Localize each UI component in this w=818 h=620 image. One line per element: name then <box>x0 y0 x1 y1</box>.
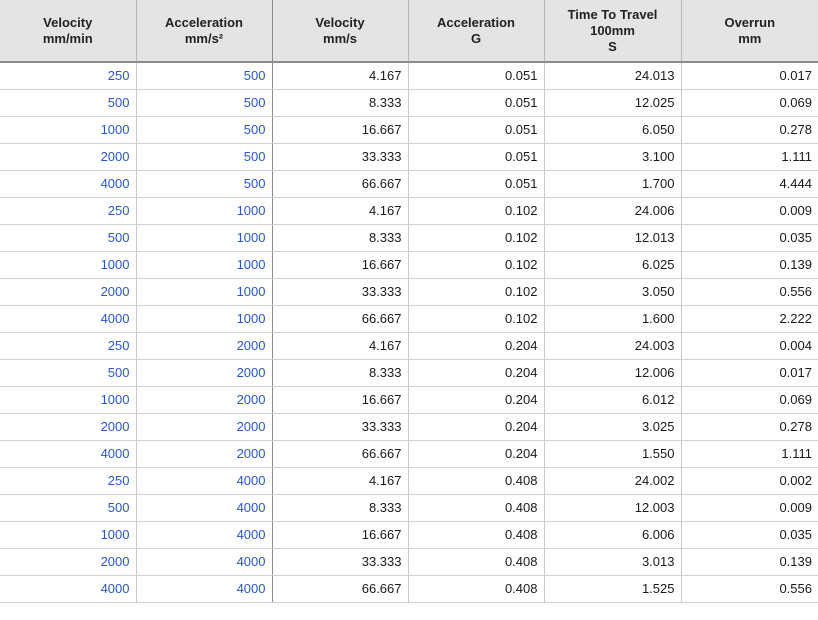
cell-velocity-mm-min[interactable]: 2000 <box>0 548 136 575</box>
cell-acceleration-mm-s2[interactable]: 500 <box>136 170 272 197</box>
header-label-line: S <box>608 38 617 54</box>
table-row <box>0 413 818 440</box>
header-label-line: Acceleration <box>164 14 244 30</box>
cell-overrun[interactable]: 0.017 <box>681 359 818 386</box>
cell-overrun[interactable]: 2.222 <box>681 305 818 332</box>
cell-velocity-mm-s[interactable]: 66.667 <box>272 170 408 197</box>
cell-time-to-travel[interactable]: 24.002 <box>544 467 681 494</box>
cell-time-to-travel[interactable]: 12.006 <box>544 359 681 386</box>
cell-velocity-mm-min[interactable]: 500 <box>0 359 136 386</box>
cell-overrun[interactable]: 0.004 <box>681 332 818 359</box>
cell-overrun[interactable]: 0.002 <box>681 467 818 494</box>
table-row <box>0 548 818 575</box>
header-label-line: mm <box>738 30 762 46</box>
header-label-line: mm/s² <box>184 30 224 46</box>
table-row <box>0 521 818 548</box>
cell-velocity-mm-min[interactable]: 500 <box>0 224 136 251</box>
cell-acceleration-mm-s2[interactable]: 1000 <box>136 197 272 224</box>
cell-time-to-travel[interactable]: 24.006 <box>544 197 681 224</box>
cell-overrun[interactable]: 0.139 <box>681 548 818 575</box>
cell-overrun[interactable]: 0.009 <box>681 197 818 224</box>
cell-acceleration-g[interactable]: 0.102 <box>408 224 544 251</box>
header-acceleration-mm-s2[interactable] <box>136 0 272 62</box>
table-row <box>0 89 818 116</box>
cell-acceleration-mm-s2[interactable]: 1000 <box>136 305 272 332</box>
cell-acceleration-mm-s2[interactable]: 4000 <box>136 575 272 602</box>
header-label-line: Velocity <box>43 14 93 30</box>
cell-acceleration-g[interactable]: 0.102 <box>408 251 544 278</box>
header-time-to-travel[interactable] <box>544 0 681 62</box>
cell-acceleration-mm-s2[interactable]: 1000 <box>136 251 272 278</box>
table-row <box>0 440 818 467</box>
cell-acceleration-g[interactable]: 0.102 <box>408 278 544 305</box>
cell-velocity-mm-s[interactable]: 16.667 <box>272 251 408 278</box>
cell-overrun[interactable]: 0.139 <box>681 251 818 278</box>
cell-overrun[interactable]: 4.444 <box>681 170 818 197</box>
cell-velocity-mm-min[interactable]: 1000 <box>0 386 136 413</box>
cell-acceleration-g[interactable]: 0.408 <box>408 467 544 494</box>
cell-overrun[interactable]: 0.009 <box>681 494 818 521</box>
cell-velocity-mm-min[interactable]: 250 <box>0 197 136 224</box>
cell-time-to-travel[interactable]: 1.550 <box>544 440 681 467</box>
cell-acceleration-g[interactable]: 0.204 <box>408 332 544 359</box>
cell-overrun[interactable]: 1.111 <box>681 143 818 170</box>
cell-overrun[interactable]: 0.556 <box>681 278 818 305</box>
cell-acceleration-mm-s2[interactable]: 2000 <box>136 440 272 467</box>
table-row <box>0 197 818 224</box>
cell-acceleration-g[interactable]: 0.408 <box>408 494 544 521</box>
cell-velocity-mm-s[interactable]: 66.667 <box>272 440 408 467</box>
header-velocity-mm-min[interactable] <box>0 0 136 62</box>
cell-acceleration-mm-s2[interactable]: 500 <box>136 62 272 89</box>
cell-acceleration-mm-s2[interactable]: 4000 <box>136 467 272 494</box>
cell-overrun[interactable]: 0.278 <box>681 116 818 143</box>
cell-velocity-mm-s[interactable]: 66.667 <box>272 575 408 602</box>
cell-velocity-mm-min[interactable]: 1000 <box>0 521 136 548</box>
cell-time-to-travel[interactable]: 3.050 <box>544 278 681 305</box>
cell-time-to-travel[interactable]: 12.025 <box>544 89 681 116</box>
cell-acceleration-mm-s2[interactable]: 500 <box>136 143 272 170</box>
table-row <box>0 305 818 332</box>
table-row <box>0 359 818 386</box>
cell-velocity-mm-s[interactable]: 4.167 <box>272 62 408 89</box>
cell-time-to-travel[interactable]: 6.006 <box>544 521 681 548</box>
table-row <box>0 575 818 602</box>
cell-time-to-travel[interactable]: 12.003 <box>544 494 681 521</box>
header-acceleration-g[interactable] <box>408 0 544 62</box>
cell-velocity-mm-min[interactable]: 250 <box>0 332 136 359</box>
table-body <box>0 62 818 602</box>
cell-acceleration-g[interactable]: 0.408 <box>408 548 544 575</box>
table-row <box>0 170 818 197</box>
cell-time-to-travel[interactable]: 24.003 <box>544 332 681 359</box>
header-overrun[interactable] <box>681 0 818 62</box>
cell-acceleration-g[interactable]: 0.102 <box>408 197 544 224</box>
cell-velocity-mm-s[interactable]: 33.333 <box>272 278 408 305</box>
cell-overrun[interactable]: 0.556 <box>681 575 818 602</box>
table-row <box>0 224 818 251</box>
cell-acceleration-mm-s2[interactable]: 2000 <box>136 413 272 440</box>
cell-overrun[interactable]: 0.035 <box>681 521 818 548</box>
cell-overrun[interactable]: 0.017 <box>681 62 818 89</box>
header-row <box>0 0 818 62</box>
header-label-line: Overrun <box>724 14 776 30</box>
table-row <box>0 143 818 170</box>
cell-velocity-mm-min[interactable]: 1000 <box>0 251 136 278</box>
cell-velocity-mm-s[interactable]: 66.667 <box>272 305 408 332</box>
cell-time-to-travel[interactable]: 3.013 <box>544 548 681 575</box>
cell-velocity-mm-s[interactable]: 8.333 <box>272 89 408 116</box>
cell-time-to-travel[interactable]: 1.700 <box>544 170 681 197</box>
cell-acceleration-g[interactable]: 0.051 <box>408 116 544 143</box>
cell-acceleration-g[interactable]: 0.408 <box>408 575 544 602</box>
cell-velocity-mm-s[interactable]: 4.167 <box>272 332 408 359</box>
cell-time-to-travel[interactable]: 12.013 <box>544 224 681 251</box>
cell-acceleration-g[interactable]: 0.051 <box>408 62 544 89</box>
cell-acceleration-g[interactable]: 0.408 <box>408 521 544 548</box>
cell-acceleration-g[interactable]: 0.204 <box>408 359 544 386</box>
cell-velocity-mm-s[interactable]: 16.667 <box>272 116 408 143</box>
cell-time-to-travel[interactable]: 24.013 <box>544 62 681 89</box>
cell-velocity-mm-min[interactable]: 500 <box>0 89 136 116</box>
cell-velocity-mm-min[interactable]: 1000 <box>0 116 136 143</box>
cell-velocity-mm-s[interactable]: 8.333 <box>272 224 408 251</box>
cell-acceleration-g[interactable]: 0.051 <box>408 143 544 170</box>
cell-overrun[interactable]: 0.035 <box>681 224 818 251</box>
table-row <box>0 278 818 305</box>
cell-acceleration-mm-s2[interactable]: 2000 <box>136 332 272 359</box>
cell-time-to-travel[interactable]: 3.100 <box>544 143 681 170</box>
cell-velocity-mm-min[interactable]: 2000 <box>0 413 136 440</box>
header-label-line: 100mm <box>590 22 635 38</box>
table-row <box>0 386 818 413</box>
cell-velocity-mm-min[interactable]: 250 <box>0 62 136 89</box>
cell-acceleration-g[interactable]: 0.204 <box>408 386 544 413</box>
cell-velocity-mm-min[interactable]: 250 <box>0 467 136 494</box>
cell-time-to-travel[interactable]: 6.025 <box>544 251 681 278</box>
cell-overrun[interactable]: 0.069 <box>681 386 818 413</box>
cell-acceleration-mm-s2[interactable]: 1000 <box>136 224 272 251</box>
cell-acceleration-mm-s2[interactable]: 4000 <box>136 494 272 521</box>
cell-time-to-travel[interactable]: 1.600 <box>544 305 681 332</box>
header-label-line: mm/s <box>323 30 357 46</box>
table-row <box>0 494 818 521</box>
cell-acceleration-mm-s2[interactable]: 500 <box>136 89 272 116</box>
cell-velocity-mm-s[interactable]: 33.333 <box>272 413 408 440</box>
cell-velocity-mm-s[interactable]: 33.333 <box>272 548 408 575</box>
cell-velocity-mm-s[interactable]: 16.667 <box>272 386 408 413</box>
cell-velocity-mm-s[interactable]: 33.333 <box>272 143 408 170</box>
cell-acceleration-mm-s2[interactable]: 500 <box>136 116 272 143</box>
table-row <box>0 467 818 494</box>
cell-time-to-travel[interactable]: 6.050 <box>544 116 681 143</box>
cell-velocity-mm-min[interactable]: 4000 <box>0 305 136 332</box>
cell-acceleration-g[interactable]: 0.204 <box>408 413 544 440</box>
cell-acceleration-mm-s2[interactable]: 2000 <box>136 359 272 386</box>
cell-time-to-travel[interactable]: 6.012 <box>544 386 681 413</box>
header-velocity-mm-s[interactable] <box>272 0 408 62</box>
cell-overrun[interactable]: 0.278 <box>681 413 818 440</box>
cell-velocity-mm-min[interactable]: 4000 <box>0 575 136 602</box>
table-row <box>0 332 818 359</box>
header-label-line: mm/min <box>42 30 93 46</box>
cell-velocity-mm-min[interactable]: 2000 <box>0 143 136 170</box>
table-row <box>0 62 818 89</box>
cell-velocity-mm-s[interactable]: 4.167 <box>272 467 408 494</box>
header-label-line: G <box>470 30 482 46</box>
cell-acceleration-g[interactable]: 0.204 <box>408 440 544 467</box>
cell-acceleration-mm-s2[interactable]: 4000 <box>136 521 272 548</box>
cell-velocity-mm-s[interactable]: 8.333 <box>272 494 408 521</box>
cell-time-to-travel[interactable]: 1.525 <box>544 575 681 602</box>
table-row <box>0 116 818 143</box>
cell-overrun[interactable]: 1.111 <box>681 440 818 467</box>
cell-velocity-mm-min[interactable]: 2000 <box>0 278 136 305</box>
cell-acceleration-g[interactable]: 0.102 <box>408 305 544 332</box>
header-label-line: Acceleration <box>436 14 516 30</box>
cell-acceleration-mm-s2[interactable]: 2000 <box>136 386 272 413</box>
table-header <box>0 0 818 62</box>
cell-acceleration-mm-s2[interactable]: 4000 <box>136 548 272 575</box>
cell-velocity-mm-s[interactable]: 4.167 <box>272 197 408 224</box>
cell-velocity-mm-s[interactable]: 16.667 <box>272 521 408 548</box>
cell-velocity-mm-min[interactable]: 4000 <box>0 170 136 197</box>
cell-acceleration-g[interactable]: 0.051 <box>408 170 544 197</box>
cell-acceleration-mm-s2[interactable]: 1000 <box>136 278 272 305</box>
cell-time-to-travel[interactable]: 3.025 <box>544 413 681 440</box>
cell-velocity-mm-min[interactable]: 500 <box>0 494 136 521</box>
header-label-line: Velocity <box>315 14 365 30</box>
cell-velocity-mm-s[interactable]: 8.333 <box>272 359 408 386</box>
header-label-line: Time To Travel <box>567 6 658 22</box>
table-row <box>0 251 818 278</box>
cell-acceleration-g[interactable]: 0.051 <box>408 89 544 116</box>
cell-overrun[interactable]: 0.069 <box>681 89 818 116</box>
cell-velocity-mm-min[interactable]: 4000 <box>0 440 136 467</box>
